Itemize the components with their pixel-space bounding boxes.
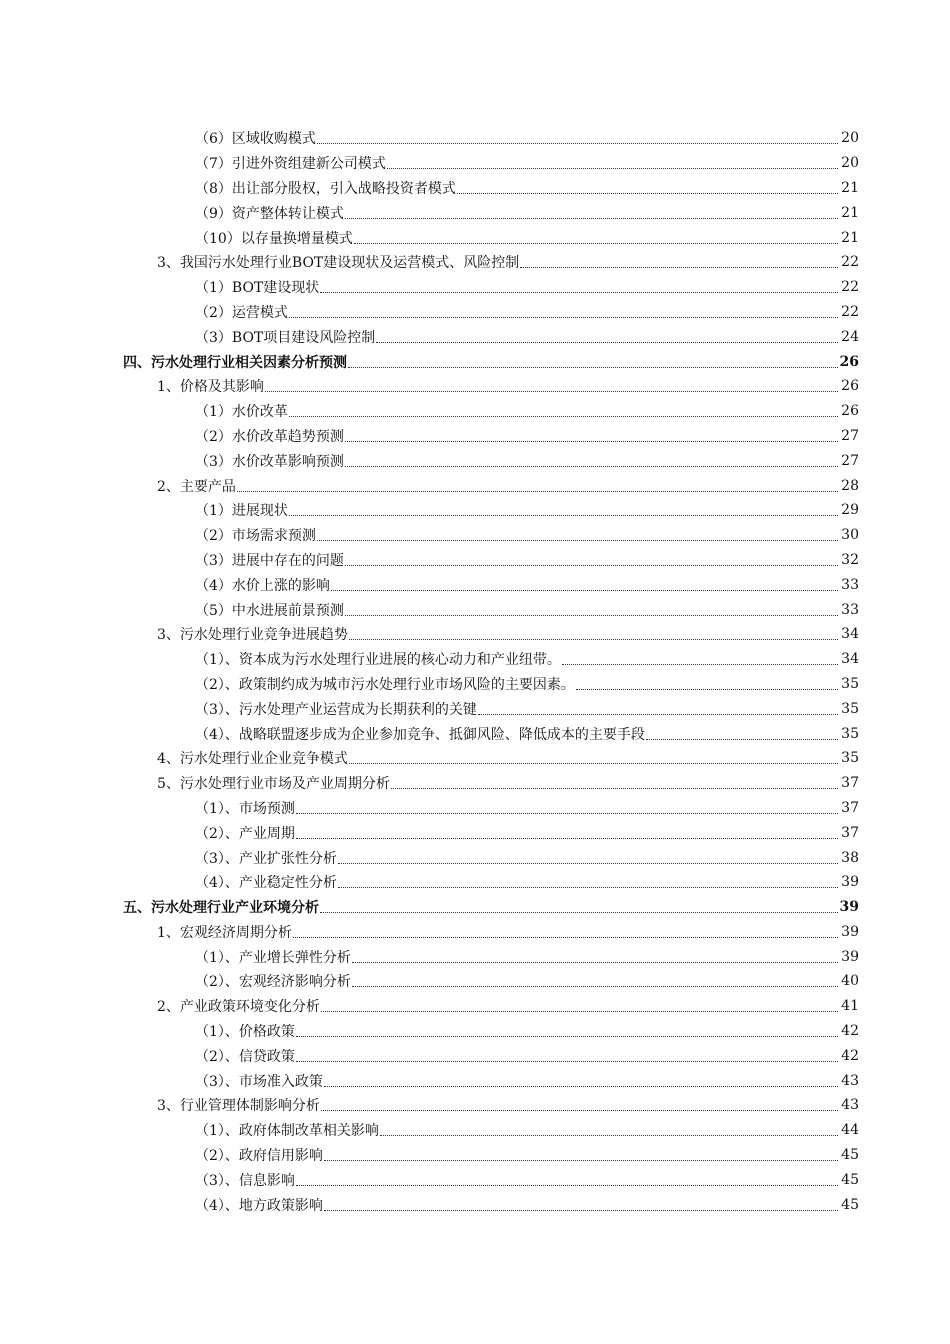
toc-entry-title: 3、行业管理体制影响分析	[157, 1098, 320, 1115]
toc-entry-title: （1）BOT建设现状	[195, 280, 320, 297]
dot-leader	[345, 440, 838, 442]
toc-entry-page-number: 35	[841, 700, 859, 717]
toc-entry-page-number: 33	[841, 601, 859, 618]
toc-entry-title: （7）引进外资组建新公司模式	[195, 156, 386, 173]
toc-entry-title: （2）运营模式	[195, 304, 288, 321]
toc-entry-page-number: 42	[841, 1023, 859, 1040]
toc-entry[interactable]	[0, 944, 950, 969]
dot-leader	[391, 787, 838, 789]
toc-entry-page-number: 27	[841, 452, 859, 469]
toc-entry-page-number: 40	[841, 973, 859, 990]
toc-entry[interactable]	[0, 349, 950, 374]
toc-entry[interactable]	[0, 200, 950, 225]
toc-entry[interactable]	[0, 275, 950, 300]
toc-entry-title: （2）、宏观经济影响分析	[195, 974, 351, 991]
toc-entry[interactable]	[0, 845, 950, 870]
toc-entry-title: （10）以存量换增量模式	[195, 230, 353, 247]
dot-leader	[293, 936, 838, 938]
toc-entry-page-number: 27	[841, 427, 859, 444]
toc-entry[interactable]	[0, 399, 950, 424]
toc-entry-title: 5、污水处理行业市场及产业周期分析	[157, 776, 390, 793]
toc-entry[interactable]	[0, 1118, 950, 1143]
dot-leader	[349, 762, 838, 764]
toc-entry-title: （1）、政府体制改革相关影响	[195, 1123, 379, 1140]
toc-entry-title: （3）、市场准入政策	[195, 1073, 323, 1090]
toc-entry[interactable]	[0, 796, 950, 821]
dot-leader	[320, 291, 838, 293]
toc-entry-page-number: 45	[841, 1171, 859, 1188]
toc-entry[interactable]	[0, 696, 950, 721]
dot-leader	[349, 638, 838, 640]
toc-entry-page-number: 44	[841, 1122, 859, 1139]
dot-leader	[457, 192, 838, 194]
toc-entry[interactable]	[0, 324, 950, 349]
toc-entry[interactable]	[0, 176, 950, 201]
dot-leader	[376, 341, 838, 343]
dot-leader	[320, 911, 838, 913]
toc-entry-title: （4）、产业稳定性分析	[195, 875, 337, 892]
dot-leader	[317, 142, 838, 144]
dot-leader	[237, 490, 838, 492]
toc-entry-page-number: 22	[841, 254, 859, 271]
toc-entry-page-number: 21	[841, 179, 859, 196]
toc-entry-page-number: 43	[841, 1097, 859, 1114]
toc-entry[interactable]	[0, 448, 950, 473]
toc-entry-page-number: 43	[841, 1072, 859, 1089]
toc-entry-title: （2）、政策制约成为城市污水处理行业市场风险的主要因素。	[195, 676, 575, 693]
toc-entry[interactable]	[0, 1192, 950, 1217]
toc-entry-page-number: 41	[841, 998, 859, 1015]
dot-leader	[345, 217, 838, 219]
toc-entry[interactable]	[0, 225, 950, 250]
dot-leader	[387, 167, 838, 169]
dot-leader	[345, 614, 838, 616]
toc-entry-title: （5）中水进展前景预测	[195, 602, 344, 619]
toc-entry[interactable]	[0, 151, 950, 176]
toc-entry[interactable]	[0, 1068, 950, 1093]
toc-entry-page-number: 39	[841, 948, 859, 965]
toc-entry[interactable]	[0, 300, 950, 325]
toc-entry-title: （3）进展中存在的问题	[195, 552, 344, 569]
toc-entry[interactable]	[0, 1093, 950, 1118]
toc-entry-page-number: 34	[841, 626, 859, 643]
toc-entry-page-number: 37	[841, 775, 859, 792]
toc-entry-page-number: 26	[841, 378, 859, 395]
dot-leader	[296, 812, 838, 814]
toc-entry[interactable]	[0, 746, 950, 771]
toc-entry[interactable]	[0, 994, 950, 1019]
dot-leader	[321, 1010, 838, 1012]
toc-entry-title: 五、污水处理行业产业环境分析	[123, 900, 319, 917]
toc-entry-title: （3）、产业扩张性分析	[195, 850, 337, 867]
dot-leader	[352, 985, 838, 987]
dot-leader	[478, 713, 838, 715]
toc-entry-title: （2）、产业周期	[195, 825, 295, 842]
table-of-contents	[0, 126, 950, 1217]
toc-entry[interactable]	[0, 1043, 950, 1068]
dot-leader	[321, 1109, 838, 1111]
toc-entry-title: 四、污水处理行业相关因素分析预测	[123, 354, 347, 371]
toc-entry-page-number: 33	[841, 576, 859, 593]
toc-entry[interactable]	[0, 126, 950, 151]
dot-leader	[296, 837, 838, 839]
toc-entry-page-number: 37	[841, 824, 859, 841]
toc-entry-title: （9）资产整体转让模式	[195, 205, 344, 222]
toc-entry-page-number: 20	[841, 130, 859, 147]
toc-entry-page-number: 39	[839, 899, 859, 916]
toc-entry-title: （2）、政府信用影响	[195, 1148, 323, 1165]
toc-entry-title: （1）、产业增长弹性分析	[195, 949, 351, 966]
dot-leader	[646, 738, 838, 740]
dot-leader	[289, 415, 838, 417]
toc-entry-title: 1、宏观经济周期分析	[157, 924, 292, 941]
toc-entry[interactable]	[0, 424, 950, 449]
toc-entry[interactable]	[0, 523, 950, 548]
dot-leader	[324, 1159, 838, 1161]
dot-leader	[338, 862, 838, 864]
dot-leader	[354, 242, 838, 244]
toc-entry-title: （1）、资本成为污水处理行业进展的核心动力和产业纽带。	[195, 652, 561, 669]
toc-entry[interactable]	[0, 721, 950, 746]
toc-entry-page-number: 45	[841, 1147, 859, 1164]
toc-entry-page-number: 37	[841, 799, 859, 816]
dot-leader	[576, 688, 838, 690]
toc-entry-page-number: 26	[839, 353, 859, 370]
toc-entry[interactable]	[0, 1143, 950, 1168]
dot-leader	[352, 961, 838, 963]
toc-entry-title: （2）、信贷政策	[195, 1048, 295, 1065]
dot-leader	[338, 886, 838, 888]
dot-leader	[296, 1184, 838, 1186]
toc-entry-page-number: 35	[841, 725, 859, 742]
dot-leader	[289, 316, 838, 318]
toc-entry-page-number: 45	[841, 1196, 859, 1213]
toc-entry-title: （4）、地方政策影响	[195, 1197, 323, 1214]
dot-leader	[520, 266, 838, 268]
dot-leader	[380, 1134, 838, 1136]
toc-entry-title: （1）、价格政策	[195, 1024, 295, 1041]
toc-entry[interactable]	[0, 498, 950, 523]
toc-entry-page-number: 35	[841, 675, 859, 692]
toc-entry-page-number: 39	[841, 923, 859, 940]
toc-entry[interactable]	[0, 597, 950, 622]
toc-entry-page-number: 32	[841, 551, 859, 568]
toc-entry-title: （4）水价上涨的影响	[195, 577, 330, 594]
toc-entry-page-number: 21	[841, 204, 859, 221]
toc-entry[interactable]	[0, 250, 950, 275]
toc-entry-title: （1）水价改革	[195, 404, 288, 421]
toc-entry-page-number: 20	[841, 155, 859, 172]
toc-entry[interactable]	[0, 672, 950, 697]
toc-entry-page-number: 21	[841, 229, 859, 246]
toc-entry[interactable]	[0, 374, 950, 399]
toc-entry-title: （3）水价改革影响预测	[195, 453, 344, 470]
toc-entry[interactable]	[0, 548, 950, 573]
dot-leader	[324, 1209, 838, 1211]
toc-entry-title: （6）区域收购模式	[195, 131, 316, 148]
dot-leader	[296, 1035, 838, 1037]
toc-entry-title: 3、我国污水处理行业BOT建设现状及运营模式、风险控制	[157, 255, 520, 272]
toc-entry-page-number: 38	[841, 849, 859, 866]
dot-leader	[296, 1060, 838, 1062]
toc-entry[interactable]	[0, 969, 950, 994]
toc-entry[interactable]	[0, 920, 950, 945]
toc-entry[interactable]	[0, 1019, 950, 1044]
toc-entry[interactable]	[0, 1167, 950, 1192]
toc-entry[interactable]	[0, 820, 950, 845]
dot-leader	[348, 366, 838, 368]
toc-entry[interactable]	[0, 870, 950, 895]
toc-entry-title: 4、污水处理行业企业竞争模式	[157, 751, 348, 768]
toc-entry-page-number: 39	[841, 874, 859, 891]
toc-entry[interactable]	[0, 622, 950, 647]
toc-entry[interactable]	[0, 647, 950, 672]
toc-entry-title: （1）进展现状	[195, 503, 288, 520]
toc-entry-page-number: 26	[841, 403, 859, 420]
dot-leader	[331, 589, 838, 591]
toc-entry-page-number: 24	[841, 328, 859, 345]
dot-leader	[345, 465, 838, 467]
toc-entry-title: （3）BOT项目建设风险控制	[195, 329, 376, 346]
toc-entry-page-number: 30	[841, 527, 859, 544]
toc-entry-page-number: 29	[841, 502, 859, 519]
toc-entry-title: （2）市场需求预测	[195, 528, 316, 545]
toc-entry[interactable]	[0, 572, 950, 597]
toc-entry[interactable]	[0, 771, 950, 796]
toc-entry-page-number: 22	[841, 303, 859, 320]
dot-leader	[289, 514, 838, 516]
toc-entry-title: （4）、战略联盟逐步成为企业参加竞争、抵御风险、降低成本的主要手段	[195, 726, 645, 743]
dot-leader	[562, 663, 838, 665]
toc-entry-title: 2、产业政策环境变化分析	[157, 999, 320, 1016]
toc-entry-title: （1）、市场预测	[195, 800, 295, 817]
toc-entry-title: （2）水价改革趋势预测	[195, 428, 344, 445]
dot-leader	[317, 539, 838, 541]
toc-entry-page-number: 28	[841, 477, 859, 494]
toc-entry-title: 1、价格及其影响	[157, 379, 264, 396]
dot-leader	[324, 1085, 838, 1087]
dot-leader	[265, 390, 838, 392]
toc-entry-title: （8）出让部分股权，引入战略投资者模式	[195, 180, 456, 197]
toc-entry-title: （3）、信息影响	[195, 1172, 295, 1189]
toc-entry-page-number: 35	[841, 750, 859, 767]
toc-entry[interactable]	[0, 895, 950, 920]
toc-entry-title: 2、主要产品	[157, 478, 236, 495]
toc-entry-page-number: 42	[841, 1047, 859, 1064]
toc-entry-title: 3、污水处理行业竞争进展趋势	[157, 627, 348, 644]
toc-entry[interactable]	[0, 473, 950, 498]
toc-entry-page-number: 34	[841, 651, 859, 668]
toc-entry-page-number: 22	[841, 279, 859, 296]
toc-entry-title: （3）、污水处理产业运营成为长期获利的关键	[195, 701, 477, 718]
dot-leader	[345, 564, 838, 566]
